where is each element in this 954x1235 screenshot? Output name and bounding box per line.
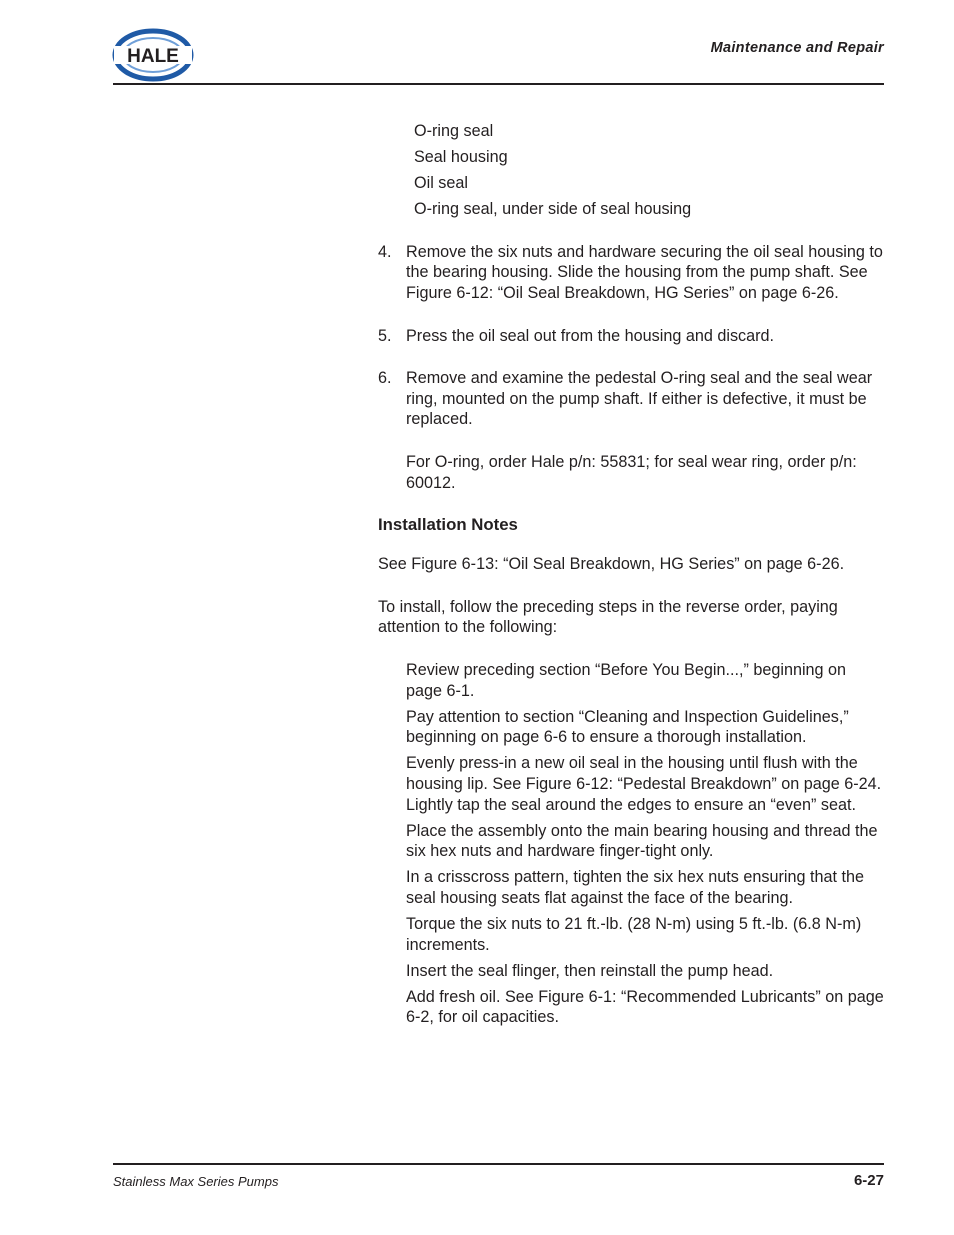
installation-note-item: Insert the seal flinger, then reinstall the pump head. <box>406 961 774 980</box>
parts-list-item: O-ring seal, under side of seal housing <box>414 200 692 219</box>
svg-text:HALE: HALE <box>127 46 179 67</box>
step-number: 4. <box>378 242 392 261</box>
installation-note-item: Add fresh oil. See Figure 6-1: “Recommended Lubricants” on page 6-2, for oil capacities. <box>406 987 884 1027</box>
step-text: Remove the six nuts and hardware securing the oil seal housing to the bearing housing. Slide the housing from the pump shaft. See Figure 6-12: “Oil Seal Breakdown, HG Series” on page 6-26. <box>406 242 883 303</box>
procedure-steps <box>378 242 884 493</box>
installation-note-item: Evenly press-in a new oil seal in the housing until flush with the housing lip. See Figure 6-12: “Pedestal Breakdown” on page 6-24. Lightly tap the seal around the edges to ensure an “even” seat. <box>406 754 882 814</box>
installation-notes-heading: Installation Notes <box>378 515 518 535</box>
installation-note-item: In a crisscross pattern, tighten the six hex nuts ensuring that the seal housing seats flat against the face of the bearing. <box>406 868 864 907</box>
hale-logo <box>112 26 194 84</box>
footer-manual-title: Stainless Max Series Pumps <box>113 1174 279 1189</box>
installation-note-item: Pay attention to section “Cleaning and Inspection Guidelines,” beginning on page 6-6 to ensure a thorough installation. <box>406 707 849 747</box>
step-number: 6. <box>378 369 392 388</box>
step-5 <box>378 326 884 347</box>
parts-list <box>414 121 884 220</box>
footer-rule <box>113 1163 884 1165</box>
step-4 <box>378 242 884 304</box>
step-6 <box>378 368 884 493</box>
installation-figure-reference: See Figure 6-13: “Oil Seal Breakdown, HG Series” on page 6-26. <box>378 555 845 574</box>
step-text: Press the oil seal out from the housing and discard. <box>406 326 775 345</box>
parts-list-item: Oil seal <box>414 174 468 193</box>
footer-page-number: 6-27 <box>853 1172 884 1189</box>
step-note: For O-ring, order Hale p/n: 55831; for seal wear ring, order p/n: 60012. <box>406 453 857 492</box>
step-number: 5. <box>378 326 392 345</box>
installation-notes-list <box>406 660 884 1028</box>
step-text: Remove and examine the pedestal O-ring seal and the seal wear ring, mounted on the pump shaft. If either is defective, it must be replaced. <box>406 369 873 429</box>
header-section-title: Maintenance and Repair <box>710 40 884 56</box>
installation-intro: To install, follow the preceding steps in the reverse order, paying attention to the following: <box>378 597 838 637</box>
main-content <box>378 121 884 1034</box>
header-rule <box>113 83 884 85</box>
parts-list-item: Seal housing <box>414 148 508 167</box>
installation-note-item: Place the assembly onto the main bearing housing and thread the six hex nuts and hardware finger-tight only. <box>406 821 878 861</box>
installation-note-item: Review preceding section “Before You Begin...,” beginning on page 6-1. <box>406 661 847 700</box>
installation-note-item: Torque the six nuts to 21 ft.-lb. (28 N-m) using 5 ft.-lb. (6.8 N-m) increments. <box>406 915 862 954</box>
parts-list-item: O-ring seal <box>414 122 494 140</box>
